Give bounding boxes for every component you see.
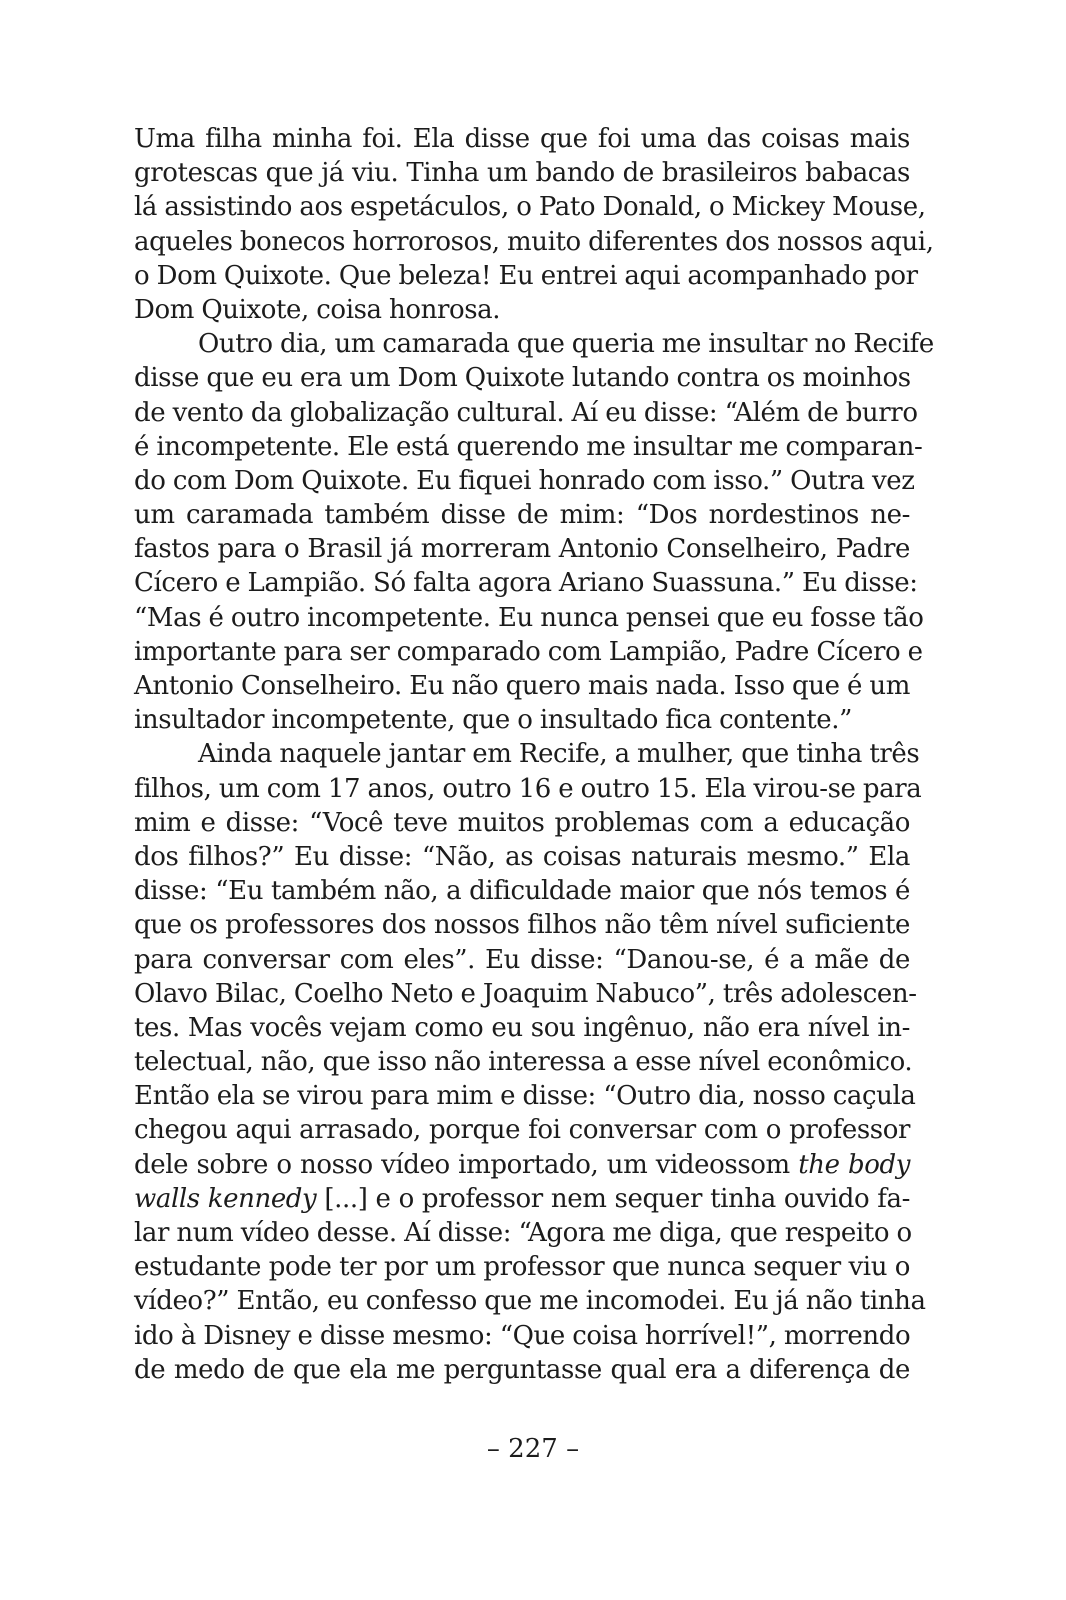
text-line: para conversar com eles”. Eu disse: “Danou-se, é a mãe de xyxy=(134,944,910,975)
text-line: importante para ser comparado com Lampião, Padre Cícero e xyxy=(134,636,923,667)
text-line: de vento da globalização cultural. Aí eu disse: “Além de burro xyxy=(134,397,918,428)
text-line: um caramada também disse de mim: “Dos nordestinos ne- xyxy=(134,500,910,531)
text-line: ido à Disney e disse mesmo: “Que coisa horrível!”, morrendo xyxy=(134,1320,911,1351)
text-line: tes. Mas vocês vejam como eu sou ingênuo, não era nível in- xyxy=(134,1012,910,1043)
text-line: mim e disse: “Você teve muitos problemas com a educação xyxy=(134,807,910,838)
text-line: Ainda naquele jantar em Recife, a mulher, que tinha três xyxy=(198,739,920,770)
text-run: dele sobre o nosso vídeo importado, um videossom xyxy=(134,1149,799,1180)
text-line: grotescas que já viu. Tinha um bando de brasileiros babacas xyxy=(134,158,910,189)
text-line xyxy=(134,1148,910,1182)
text-line: Uma filha minha foi. Ela disse que foi uma das coisas mais xyxy=(134,124,910,154)
text-line: é incompetente. Ele está querendo me insultar me comparan- xyxy=(134,431,923,462)
text-line: Dom Quixote, coisa honrosa. xyxy=(134,294,501,325)
text-line: disse: “Eu também não, a dificuldade maior que nós temos é xyxy=(134,876,910,907)
text-line: do com Dom Quixote. Eu fiquei honrado com isso.” Outra vez xyxy=(134,465,915,496)
body-text xyxy=(134,122,934,1387)
text-line: vídeo?” Então, eu confesso que me incomodei. Eu já não tinha xyxy=(134,1286,926,1317)
text-line: Cícero e Lampião. Só falta agora Ariano Suassuna.” Eu disse: xyxy=(134,568,918,599)
text-line: lá assistindo aos espetáculos, o Pato Donald, o Mickey Mouse, xyxy=(134,192,926,223)
page-number: – 227 – xyxy=(486,1434,580,1464)
italic-text: the body xyxy=(798,1149,910,1180)
text-line: insultador incompetente, que o insultado fica contente.” xyxy=(134,705,853,736)
text-line: o Dom Quixote. Que beleza! Eu entrei aqui acompanhado por xyxy=(134,260,918,291)
text-line: Outro dia, um camarada que queria me insultar no Recife xyxy=(198,329,934,360)
text-line: que os professores dos nossos filhos não têm nível suficiente xyxy=(134,910,910,941)
text-line: Olavo Bilac, Coelho Neto e Joaquim Nabuco”, três adolescen- xyxy=(134,978,917,1009)
text-line: telectual, não, que isso não interessa a esse nível econômico. xyxy=(134,1047,913,1078)
text-run: [...] e o professor nem sequer tinha ouvido fa- xyxy=(316,1183,910,1214)
text-line: Antonio Conselheiro. Eu não quero mais nada. Isso que é um xyxy=(134,671,910,701)
text-line: disse que eu era um Dom Quixote lutando contra os moinhos xyxy=(134,363,911,394)
text-line: dos filhos?” Eu disse: “Não, as coisas naturais mesmo.” Ela xyxy=(134,841,910,872)
text-line xyxy=(134,1182,910,1216)
text-line: lar num vídeo desse. Aí disse: “Agora me diga, que respeito o xyxy=(134,1218,912,1248)
text-line: filhos, um com 17 anos, outro 16 e outro 15. Ela virou-se para xyxy=(134,773,922,804)
text-line: chegou aqui arrasado, porque foi conversar com o professor xyxy=(134,1115,910,1146)
italic-text: walls kennedy xyxy=(134,1183,317,1214)
text-line: fastos para o Brasil já morreram Antonio Conselheiro, Padre xyxy=(134,534,910,565)
text-line: de medo de que ela me perguntasse qual era a diferença de xyxy=(134,1354,910,1385)
text-line: estudante pode ter por um professor que nunca sequer viu o xyxy=(134,1252,910,1283)
text-line: “Mas é outro incompetente. Eu nunca pensei que eu fosse tão xyxy=(134,602,924,633)
text-line: aqueles bonecos horrorosos, muito diferentes dos nossos aqui, xyxy=(134,226,934,257)
text-line: Então ela se virou para mim e disse: “Outro dia, nosso caçula xyxy=(134,1081,916,1112)
